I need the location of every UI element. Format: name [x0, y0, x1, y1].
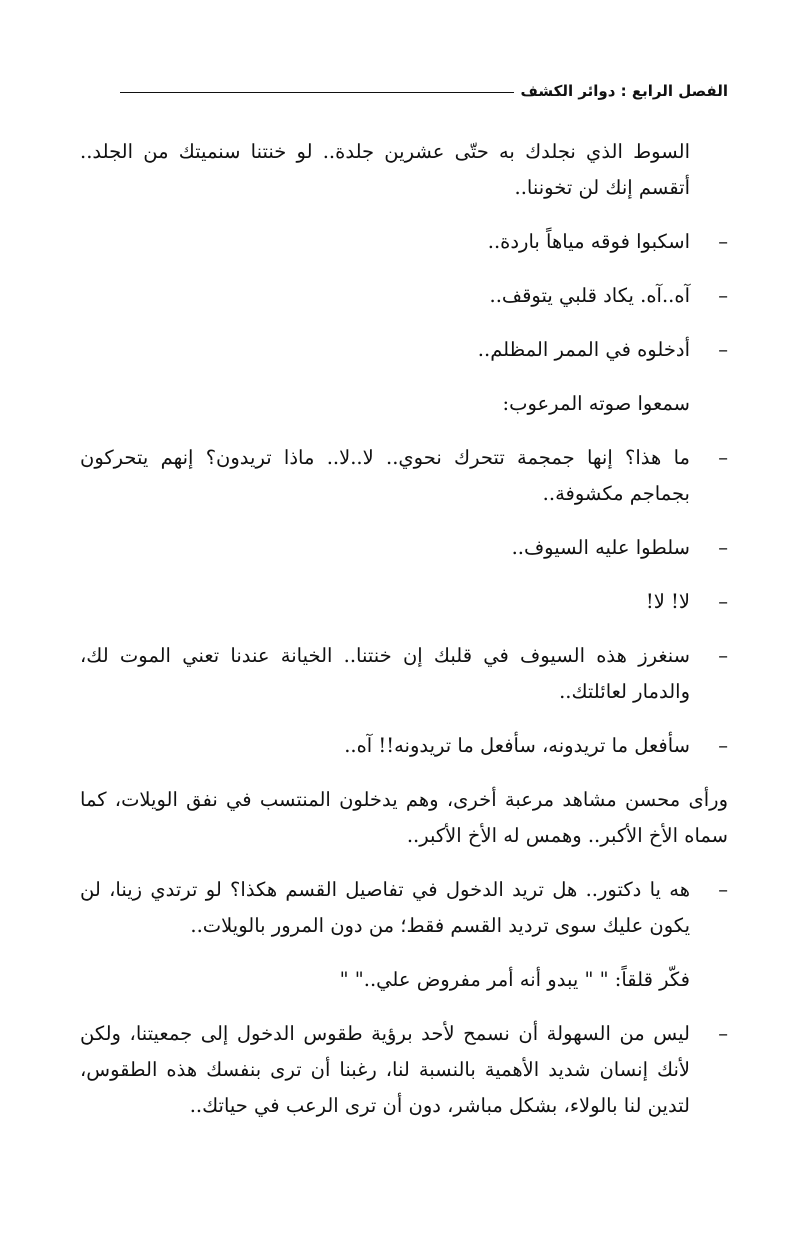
dialogue-line	[80, 584, 728, 620]
dialogue-line	[80, 224, 728, 260]
chapter-title: الفصل الرابع : دوائر الكشف	[520, 82, 728, 100]
narration: ورأى محسن مشاهد مرعبة أخرى، وهم يدخلون المنتسب في نفق الويلات، كما سماه الأخ الأكبر.. وهمس له الأخ الأكبر..	[80, 788, 728, 847]
dialogue-dash: –	[718, 878, 728, 901]
dialogue-line	[80, 332, 728, 368]
running-header	[120, 78, 728, 104]
dialogue-dash: –	[718, 734, 728, 757]
dialogue-text: سأفعل ما تريدونه، سأفعل ما تريدونه!! آه..	[344, 734, 690, 757]
dialogue-dash: –	[718, 230, 728, 253]
dialogue-dash: –	[718, 338, 728, 361]
page-body	[80, 134, 728, 1124]
dialogue-dash: –	[718, 590, 728, 613]
paragraph: السوط الذي نجلدك به حتّى عشرين جلدة.. لو خنتنا سنميتك من الجلد.. أتقسم إنك لن تخوننا..	[80, 140, 690, 199]
dialogue-line	[80, 530, 728, 566]
dialogue-text: آه..آه. يكاد قلبي يتوقف..	[489, 284, 690, 307]
dialogue-text: ما هذا؟ إنها جمجمة تتحرك نحوي.. لا..لا.. ماذا تريدون؟ إنهم يتحركون بجماجم مكشوفة..	[80, 446, 690, 505]
dialogue-text: لا! لا!	[645, 590, 690, 613]
dialogue-dash: –	[718, 536, 728, 559]
dialogue-text: ليس من السهولة أن نسمح لأحد برؤية طقوس الدخول إلى جمعيتنا، ولكن لأنك إنسان شديد الأهمية بالنسبة لنا، رغبنا أن ترى بنفسك هذه الطقوس، لتدين لنا بالولاء، بشكل مباشر، دون أن ترى الرعب في حياتك..	[80, 1022, 690, 1117]
dialogue-text: سلطوا عليه السيوف..	[511, 536, 690, 559]
dialogue-line	[80, 872, 728, 944]
dialogue-line	[80, 728, 728, 764]
header-rule	[120, 92, 514, 93]
dialogue-dash: –	[718, 1022, 728, 1045]
dialogue-line	[80, 638, 728, 710]
dialogue-dash: –	[718, 446, 728, 469]
narration: سمعوا صوته المرعوب:	[502, 392, 690, 415]
dialogue-dash: –	[718, 644, 728, 667]
dialogue-line	[80, 440, 728, 512]
dialogue-dash: –	[718, 284, 728, 307]
dialogue-text: سنغرز هذه السيوف في قلبك إن خنتنا.. الخيانة عندنا تعني الموت لك، والدمار لعائلتك..	[80, 644, 690, 703]
dialogue-line	[80, 1016, 728, 1124]
dialogue-text: اسكبوا فوقه مياهاً باردة..	[487, 230, 690, 253]
dialogue-text: أدخلوه في الممر المظلم..	[477, 338, 690, 361]
dialogue-text: هه يا دكتور.. هل تريد الدخول في تفاصيل القسم هكذا؟ لو ترتدي زينا، لن يكون عليك سوى ترديد القسم فقط؛ من دون المرور بالويلات..	[80, 878, 690, 937]
dialogue-line	[80, 278, 728, 314]
narration: فكّر قلقاً: " " يبدو أنه أمر مفروض علي.." "	[339, 968, 690, 991]
